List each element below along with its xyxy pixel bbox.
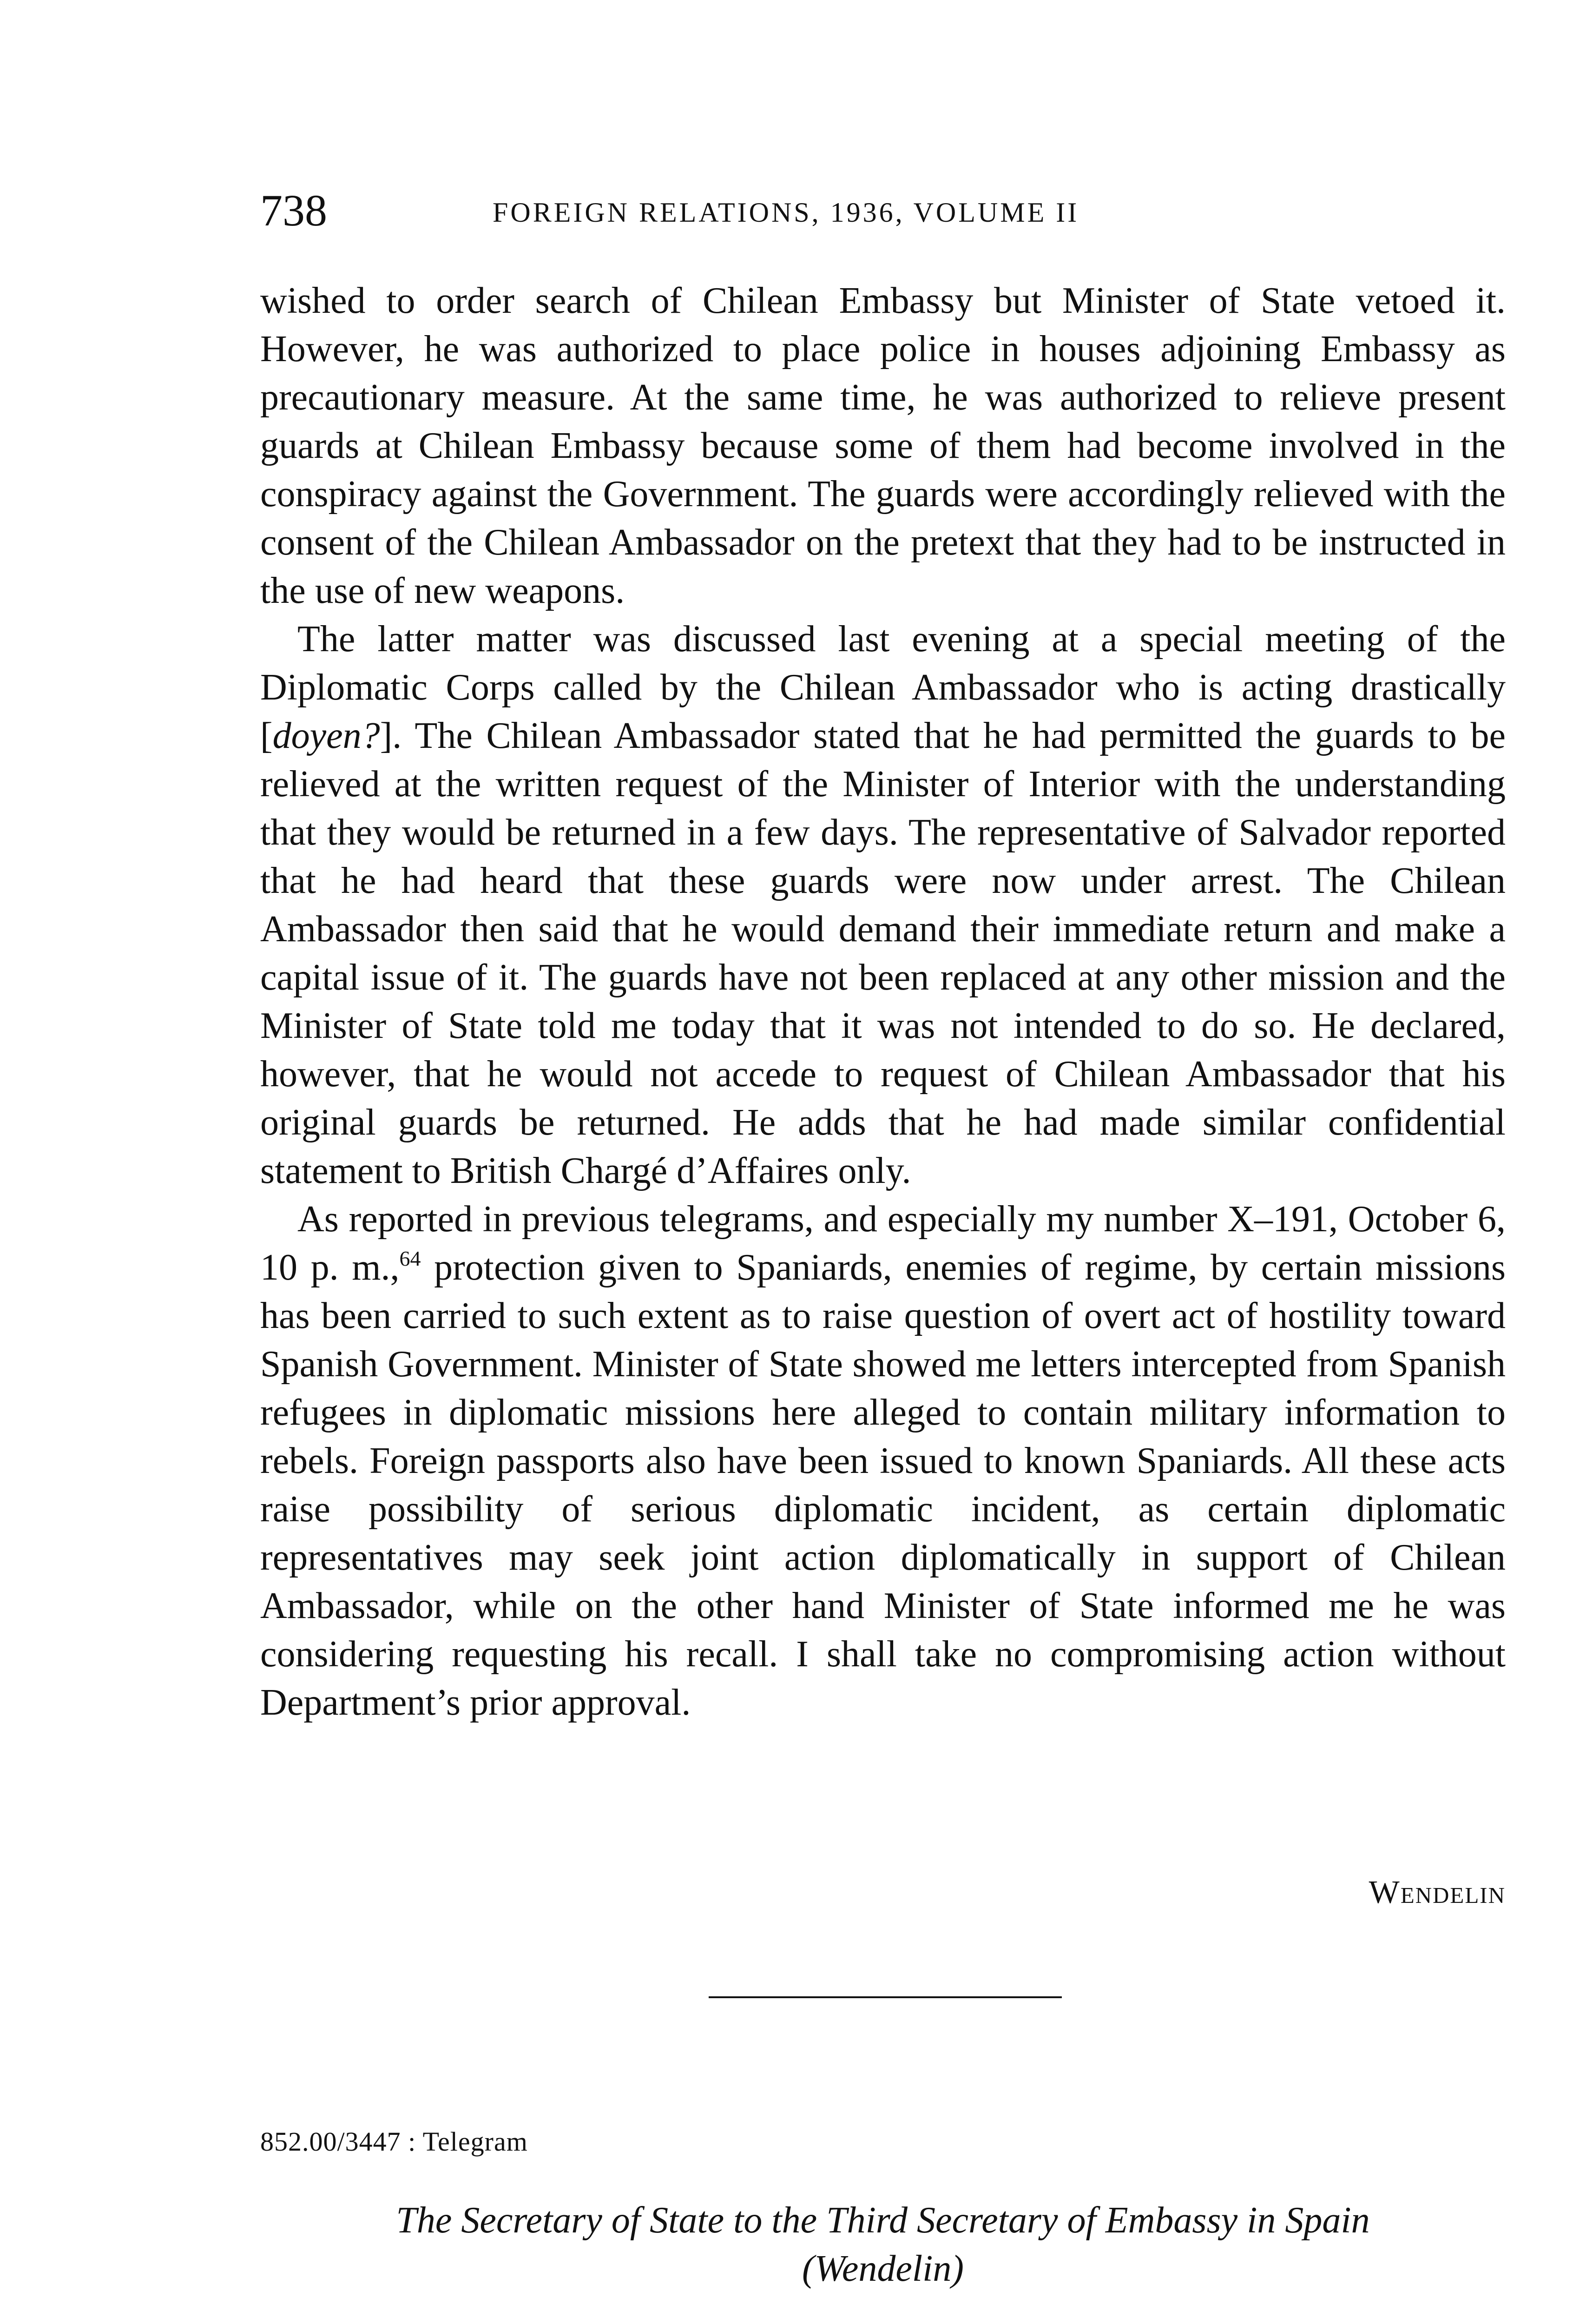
page-number: 738 (260, 185, 327, 235)
section-divider (709, 1996, 1062, 1998)
heading-line-1: The Secretary of State to the Third Secretary of Embassy in Spain (396, 2200, 1370, 2241)
document-heading (260, 2196, 1506, 2293)
file-number: 852.00/3447 : Telegram (260, 2126, 528, 2157)
body-paragraph-1: wished to order search of Chilean Embassy but Minister of State vetoed it. However, he was authorized to place police in houses adjoining Embassy as precautionary measure. At the same time, he was authorized to relieve present guards at Chilean Embassy because some of them had become involved in the conspiracy against the Government. The guards were accordingly relieved with the consent of the Chilean Ambassador on the pretext that they had to be instructed in the use of new weapons. (260, 280, 1506, 611)
signature: Wendelin (1369, 1875, 1506, 1910)
paragraph-3-text-b: protection given to Spaniards, enemies of regime, by certain missions has been carried to such extent as to raise question of overt act of hostility toward Spanish Government. Minister of State showed me letters intercepted from Spanish refugees in diplomatic missions here alleged to contain military information to rebels. Foreign passports also have been issued to known Spaniards. All these acts raise possibility of serious diplomatic incident, as certain diplomatic representatives may seek joint action diplomatically in support of Chilean Ambassador, while on the other hand Minister of State informed me he was considering requesting his recall. I shall take no compromising action without Department’s prior approval. (260, 1247, 1506, 1723)
paragraph-3-text-a: As reported in previous telegrams, and especially my number X–191, October 6, 10 p. m., (260, 1199, 1506, 1288)
paragraph-2-text-a: The latter matter was discussed last evening at a special meeting of the Diplomatic Corps called by the Chilean Ambassador who is acting drastically [ (260, 619, 1506, 756)
footnote-reference[interactable]: 64 (399, 1247, 421, 1270)
body-paragraph-3 (260, 1195, 1506, 1727)
running-head (260, 185, 1506, 236)
paragraph-2-text-b: ]. The Chilean Ambassador stated that he had permitted the guards to be relieved at the written request of the Minister of Interior with the understanding that they would be returned in a few days. The representative of Salvador reported that he had heard that these guards were now under arrest. The Chilean Ambassador then said that he would demand their immediate return and make a capital issue of it. The guards have not been replaced at any other mission and the Minister of State told me today that it was not intended to do so. He declared, however, that he would not accede to request of Chilean Ambassador that his original guards be returned. He adds that he had made similar confidential statement to British Chargé d’Affaires only. (260, 715, 1506, 1191)
telegram-body (260, 277, 1506, 1727)
heading-line-2: (Wendelin) (802, 2248, 964, 2289)
running-title: FOREIGN RELATIONS, 1936, VOLUME II (493, 197, 1079, 228)
body-paragraph-2 (260, 615, 1506, 1195)
paragraph-2-italic-term: doyen? (272, 715, 380, 756)
